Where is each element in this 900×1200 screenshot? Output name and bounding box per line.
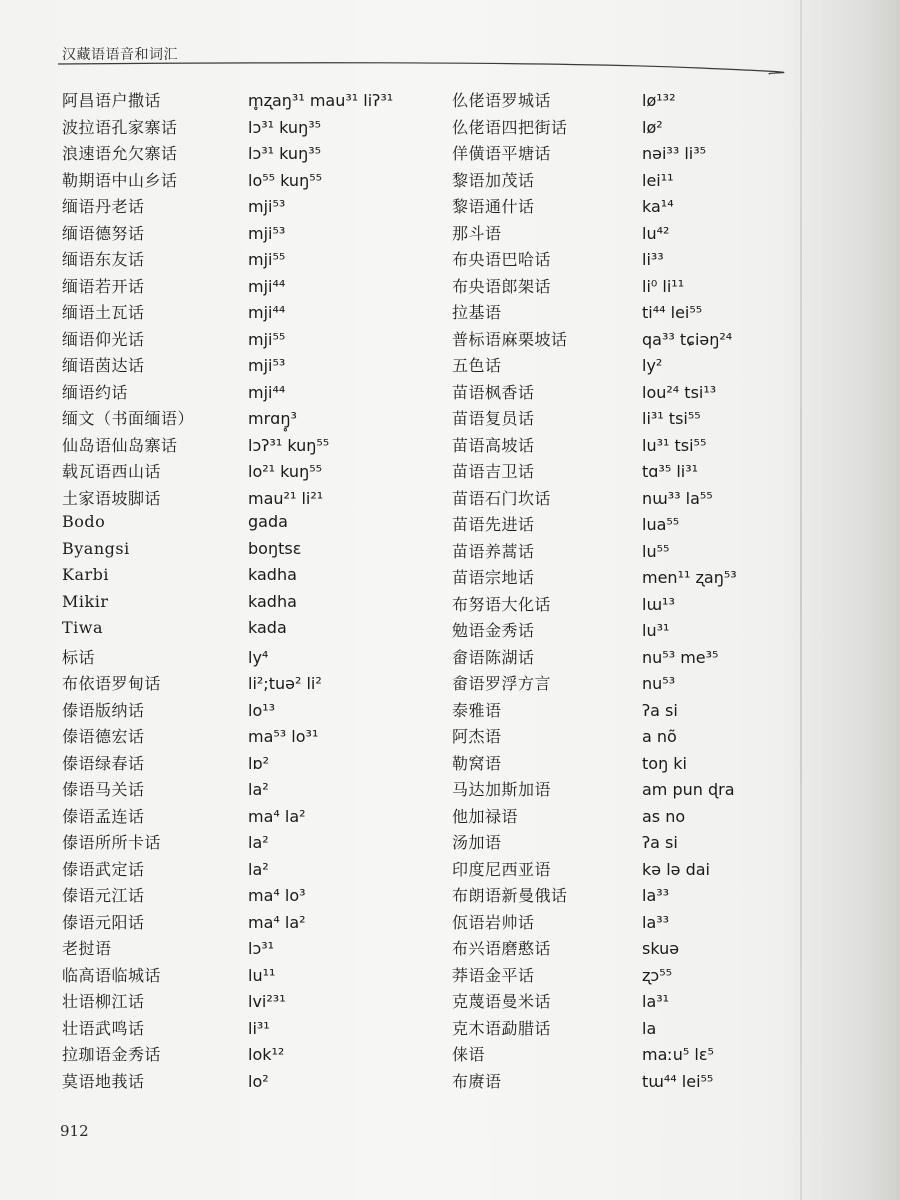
language-name: Bodo: [62, 512, 106, 531]
word-form: ka¹⁴: [642, 197, 674, 216]
entry-row: [62, 194, 422, 220]
language-name: 布央语郎架话: [452, 276, 552, 296]
word-form: lɯ¹³: [642, 594, 675, 614]
entry-row: [452, 1042, 772, 1068]
language-name: 汤加语: [452, 833, 502, 852]
entry-row: [452, 247, 772, 273]
word-form: mau²¹ li²¹: [248, 488, 324, 508]
language-name: 缅语仰光话: [62, 329, 145, 349]
word-form: nəi³³ li³⁵: [642, 144, 707, 163]
language-name: 勉语金秀话: [452, 621, 535, 640]
language-name: 苗语养蒿话: [452, 541, 535, 561]
language-name: 克蔑语曼米话: [452, 992, 552, 1011]
language-name: 他加禄语: [452, 806, 519, 826]
entry-row: [62, 459, 422, 485]
entry-row: [62, 883, 422, 909]
language-name: 仫佬语罗城话: [452, 91, 552, 110]
language-name: 克木语勐腊话: [452, 1018, 552, 1038]
language-name: 布兴语磨憨话: [452, 939, 552, 958]
word-form: mji⁵³: [248, 197, 286, 216]
language-name: 五色话: [452, 356, 502, 375]
language-name: 莫语地莪话: [62, 1071, 145, 1091]
entry-row: [62, 618, 422, 644]
language-name: 苗语宗地话: [452, 568, 535, 587]
entry-row: [452, 751, 772, 777]
entry-row: [452, 883, 772, 909]
word-form: mrɑŋ̥³: [248, 409, 297, 428]
entry-row: [452, 300, 772, 326]
language-name: 壮语柳江话: [62, 992, 145, 1011]
entry-row: [452, 459, 772, 485]
entry-row: [452, 857, 772, 883]
entry-row: [62, 168, 422, 194]
language-name: 缅语丹老话: [62, 197, 145, 216]
language-name: 勒期语中山乡话: [62, 170, 178, 190]
word-form: li³³: [642, 250, 664, 269]
entry-row: [62, 1069, 422, 1095]
language-name: 傣语德宏话: [62, 727, 145, 746]
word-form: ti⁴⁴ lei⁵⁵: [642, 303, 703, 322]
entry-row: [62, 830, 422, 856]
word-form: li³¹: [248, 1018, 270, 1038]
language-name: 傣语所所卡话: [62, 833, 162, 852]
language-name: 黎语加茂话: [452, 170, 535, 190]
word-form: lu⁵⁵: [642, 541, 670, 561]
language-name: 缅语约话: [62, 382, 129, 402]
page-curl-shadow: [780, 0, 900, 1200]
language-name: 苗语吉卫话: [452, 462, 535, 481]
word-form: kə lə dai: [642, 859, 710, 879]
language-name: 缅语东友话: [62, 250, 145, 269]
entry-row: [62, 327, 422, 353]
word-form: lo²¹ kuŋ⁵⁵: [248, 462, 323, 481]
word-form: la²: [248, 780, 269, 799]
word-form: am pun ɖra: [642, 780, 735, 799]
word-form: li³¹ tsi⁵⁵: [642, 409, 701, 428]
word-form: lei¹¹: [642, 170, 674, 190]
language-name: 载瓦语西山话: [62, 462, 162, 481]
word-form: la³³: [642, 912, 670, 932]
language-name: 壮语武鸣话: [62, 1018, 145, 1038]
entry-row: [452, 141, 772, 167]
entry-row: [452, 963, 772, 989]
language-name: 傣语绿春话: [62, 753, 145, 773]
word-form: mji⁴⁴: [248, 303, 286, 322]
entry-row: [62, 88, 422, 114]
word-form: ma⁴ la²: [248, 806, 306, 826]
entry-row: [62, 645, 422, 671]
language-name: 傣语孟连话: [62, 806, 145, 826]
entry-row: [452, 512, 772, 538]
entry-row: [452, 910, 772, 936]
language-name: 莽语金平话: [452, 965, 535, 985]
word-form: lou²⁴ tsi¹³: [642, 382, 717, 402]
page-edge-line: [800, 0, 802, 1200]
entry-row: [62, 300, 422, 326]
word-form: men¹¹ ʐaŋ⁵³: [642, 568, 737, 587]
entry-row: [452, 777, 772, 803]
entry-row: [62, 433, 422, 459]
word-form: gada: [248, 512, 288, 531]
language-name: 阿杰语: [452, 727, 502, 746]
language-name: 傣语版纳话: [62, 700, 145, 720]
word-form: toŋ ki: [642, 753, 687, 773]
word-form: boŋtsɛ: [248, 538, 302, 558]
language-name: 土家语坡脚话: [62, 488, 162, 508]
word-form: ma⁴ lo³: [248, 886, 306, 905]
word-form: kadha: [248, 565, 297, 584]
word-form: mji⁵³: [248, 356, 286, 375]
word-form: ʔa si: [642, 700, 678, 720]
language-name: 仫佬语四把街话: [452, 117, 568, 137]
entry-row: [452, 804, 772, 830]
entry-row: [62, 380, 422, 406]
word-form: lø²: [642, 117, 663, 137]
entry-row: [452, 698, 772, 724]
word-form: lok¹²: [248, 1045, 285, 1064]
entry-row: [452, 433, 772, 459]
language-name: 布央语巴哈话: [452, 250, 552, 269]
entry-row: [452, 406, 772, 432]
entry-row: [452, 565, 772, 591]
word-form: nu⁵³ me³⁵: [642, 647, 719, 667]
word-form: as no: [642, 806, 686, 826]
entry-row: [452, 592, 772, 618]
entry-row: [452, 353, 772, 379]
entry-row: [62, 565, 422, 591]
entry-row: [452, 486, 772, 512]
language-name: 苗语复员话: [452, 409, 535, 428]
entry-row: [452, 936, 772, 962]
word-form: tɯ⁴⁴ lei⁵⁵: [642, 1071, 714, 1091]
language-name: 苗语先进话: [452, 515, 535, 534]
word-form: mji⁴⁴: [248, 382, 286, 402]
word-form: nɯ³³ la⁵⁵: [642, 488, 713, 508]
word-form: la: [642, 1018, 657, 1038]
language-name: 布努语大化话: [452, 594, 552, 614]
language-name: 佤语岩帅话: [452, 912, 535, 932]
word-form: kadha: [248, 591, 297, 611]
entry-row: [452, 1069, 772, 1095]
word-form: mji⁵⁵: [248, 329, 286, 349]
language-name: 临高语临城话: [62, 965, 162, 985]
entry-row: [452, 539, 772, 565]
page-number: 912: [60, 1122, 89, 1140]
word-form: mji⁴⁴: [248, 276, 286, 296]
language-name: 老挝语: [62, 939, 112, 958]
word-form: lo²: [248, 1071, 269, 1091]
entry-row: [452, 380, 772, 406]
word-form: ma⁴ la²: [248, 912, 306, 932]
language-name: 拉珈语金秀话: [62, 1045, 162, 1064]
entry-row: [62, 910, 422, 936]
language-name: 缅文（书面缅语）: [62, 409, 195, 428]
entry-row: [62, 141, 422, 167]
word-form: la²: [248, 833, 269, 852]
language-name: 黎语通什话: [452, 197, 535, 216]
entry-row: [452, 88, 772, 114]
word-form: mji⁵⁵: [248, 250, 286, 269]
entry-row: [452, 671, 772, 697]
word-form: lu⁴²: [642, 223, 670, 243]
entry-row: [62, 1042, 422, 1068]
word-form: lo⁵⁵ kuŋ⁵⁵: [248, 170, 323, 190]
word-form: lu¹¹: [248, 965, 276, 985]
word-form: lɔ³¹: [248, 939, 275, 958]
entry-row: [452, 618, 772, 644]
word-form: ma⁵³ lo³¹: [248, 727, 319, 746]
word-form: kada: [248, 618, 287, 637]
entry-row: [62, 539, 422, 565]
entry-row: [62, 592, 422, 618]
language-name: 拉基语: [452, 303, 502, 322]
entry-row: [452, 1016, 772, 1042]
word-form: tɑ³⁵ li³¹: [642, 462, 699, 481]
language-name: 波拉语孔家寨话: [62, 117, 178, 137]
entry-row: [62, 274, 422, 300]
language-name: 布依语罗甸话: [62, 674, 162, 693]
word-form: lɔ³¹ kuŋ³⁵: [248, 144, 322, 163]
language-name: 浪速语允欠寨话: [62, 144, 178, 163]
entry-row: [452, 989, 772, 1015]
running-head: 汉藏语语音和词汇: [62, 47, 178, 63]
entry-row: [452, 274, 772, 300]
word-form: li⁰ li¹¹: [642, 276, 685, 296]
language-name: 傣语元阳话: [62, 912, 145, 932]
language-name: 傣语马关话: [62, 780, 145, 799]
language-name: 傣语武定话: [62, 859, 145, 879]
entry-row: [62, 221, 422, 247]
word-form: lø¹³²: [642, 91, 676, 110]
word-form: la²: [248, 859, 269, 879]
language-name: 布赓语: [452, 1071, 502, 1091]
entry-row: [452, 168, 772, 194]
entry-row: [452, 221, 772, 247]
language-name: 阿昌语户撒话: [62, 91, 162, 110]
entry-row: [62, 406, 422, 432]
language-name: 印度尼西亚语: [452, 859, 552, 879]
word-form: lua⁵⁵: [642, 515, 680, 534]
word-form: la³¹: [642, 992, 670, 1011]
entry-row: [62, 936, 422, 962]
entry-row: [62, 804, 422, 830]
entry-row: [62, 671, 422, 697]
word-form: ʔa si: [642, 833, 678, 852]
word-form: ly⁴: [248, 647, 269, 667]
word-form: lu³¹: [642, 621, 670, 640]
word-form: ʐɔ⁵⁵: [642, 965, 673, 985]
language-name: 畲语陈湖话: [452, 647, 535, 667]
language-name: 苗语枫香话: [452, 382, 535, 402]
entry-row: [62, 1016, 422, 1042]
word-form: m̥ʐaŋ³¹ mau³¹ liʔ³¹: [248, 91, 394, 110]
entry-row: [452, 830, 772, 856]
language-name: 勒窝语: [452, 753, 502, 773]
language-name: 俫语: [452, 1045, 486, 1064]
word-form: lvi²³¹: [248, 992, 286, 1011]
entry-row: [62, 989, 422, 1015]
word-form: skuə: [642, 939, 680, 958]
word-form: qa³³ tɕiəŋ²⁴: [642, 329, 733, 349]
language-name: 畲语罗浮方言: [452, 674, 552, 693]
language-name: Karbi: [62, 565, 109, 584]
language-name: 傣语元江话: [62, 886, 145, 905]
word-form: a nõ: [642, 727, 677, 746]
language-name: 缅语茵达话: [62, 356, 145, 375]
word-form: lɔ³¹ kuŋ³⁵: [248, 117, 322, 137]
entry-row: [452, 724, 772, 750]
entry-row: [62, 353, 422, 379]
entry-row: [452, 645, 772, 671]
entry-row: [62, 724, 422, 750]
entry-row: [452, 327, 772, 353]
language-name: 那斗语: [452, 223, 502, 243]
entry-row: [62, 857, 422, 883]
language-name: 苗语石门坎话: [452, 488, 552, 508]
language-name: 泰雅语: [452, 700, 502, 720]
word-form: mji⁵³: [248, 223, 286, 243]
entry-row: [62, 512, 422, 538]
word-form: lu³¹ tsi⁵⁵: [642, 435, 707, 455]
entry-row: [62, 698, 422, 724]
word-form: lo¹³: [248, 700, 276, 720]
language-name: Byangsi: [62, 538, 130, 558]
entry-row: [62, 115, 422, 141]
language-name: Mikir: [62, 591, 109, 611]
language-name: 马达加斯加语: [452, 780, 552, 799]
language-name: 缅语德努话: [62, 223, 145, 243]
entry-row: [62, 751, 422, 777]
language-name: 仙岛语仙岛寨话: [62, 435, 178, 455]
word-form: la³³: [642, 886, 670, 905]
word-form: maːu⁵ lɛ⁵: [642, 1045, 714, 1064]
entry-row: [452, 115, 772, 141]
word-form: ly²: [642, 356, 663, 375]
language-name: 苗语高坡话: [452, 435, 535, 455]
entry-row: [62, 777, 422, 803]
entry-row: [62, 963, 422, 989]
language-name: 缅语若开话: [62, 276, 145, 296]
word-form: li²;tuə² li²: [248, 674, 322, 693]
entry-row: [62, 486, 422, 512]
language-name: Tiwa: [62, 618, 104, 637]
entry-row: [62, 247, 422, 273]
language-name: 布朗语新曼俄话: [452, 886, 568, 905]
word-form: nu⁵³: [642, 674, 676, 693]
language-name: 缅语土瓦话: [62, 303, 145, 322]
language-name: 标话: [62, 647, 96, 667]
language-name: 普标语麻栗坡话: [452, 329, 568, 349]
word-form: lɒ²: [248, 753, 270, 773]
word-form: lɔʔ³¹ kuŋ⁵⁵: [248, 435, 330, 455]
entry-row: [452, 194, 772, 220]
language-name: 佯僙语平塘话: [452, 144, 552, 163]
